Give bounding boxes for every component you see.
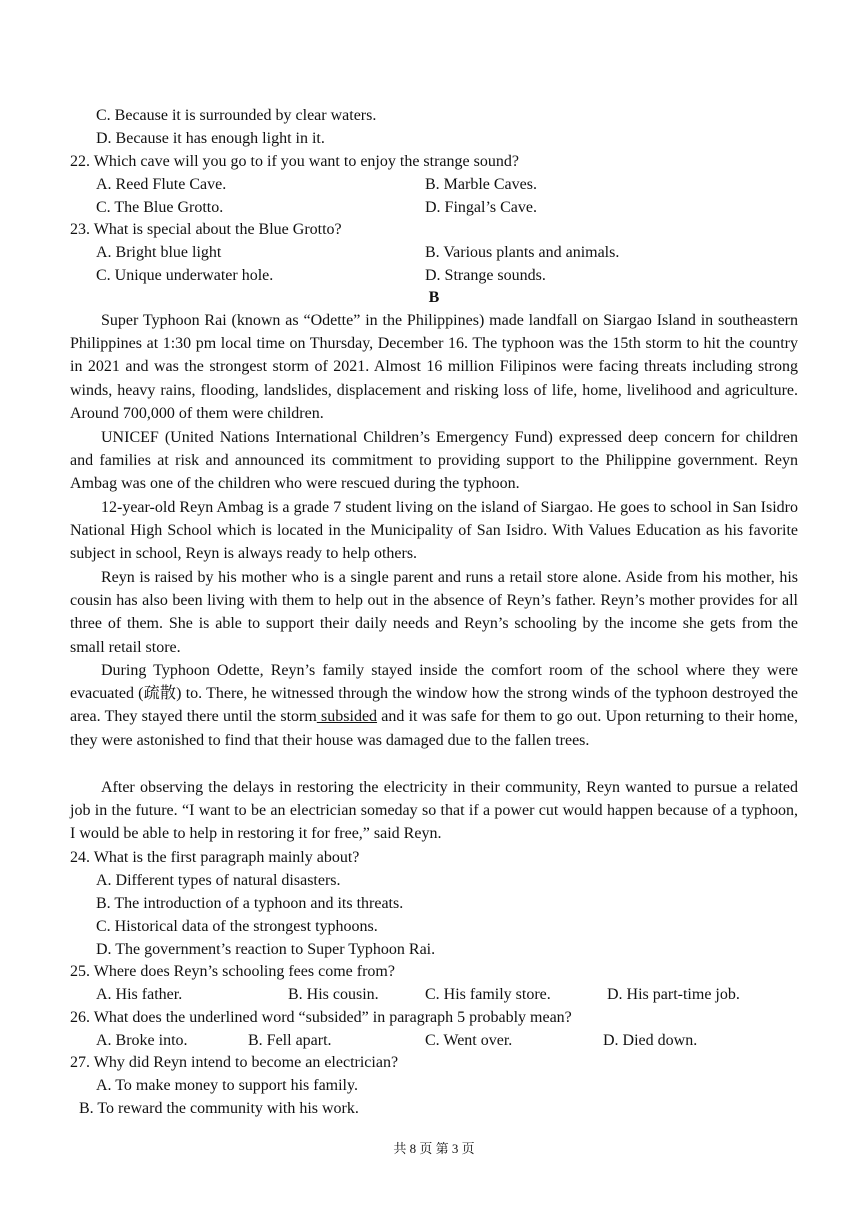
q22-option-a: A. Reed Flute Cave. [96, 176, 227, 193]
q25-stem: 25. Where does Reyn’s schooling fees come from? [70, 963, 395, 980]
q22-stem: 22. Which cave will you go to if you want to enjoy the strange sound? [70, 153, 519, 170]
q21-option-c: C. Because it is surrounded by clear waters. [96, 107, 377, 124]
q27-option-a: A. To make money to support his family. [96, 1077, 358, 1094]
q23-option-c: C. Unique underwater hole. [96, 267, 274, 284]
passage-paragraph-3: 12-year-old Reyn Ambag is a grade 7 student living on the island of Siargao. He goes to school in San Isidro National High School which is located in the Municipality of San Isidro. With Values Education as his favorite subject in school, Reyn is always ready to help others. [70, 499, 798, 563]
q25-option-a: A. His father. [96, 986, 183, 1003]
q26-stem: 26. What does the underlined word “subsided” in paragraph 5 probably mean? [70, 1009, 572, 1026]
q22-option-b: B. Marble Caves. [425, 176, 537, 193]
q26-option-d: D. Died down. [603, 1032, 698, 1049]
q26-option-c: C. Went over. [425, 1032, 513, 1049]
passage-paragraph-2: UNICEF (United Nations International Children’s Emergency Fund) expressed deep concern for children and families at risk and announced its commitment to providing support to the Philippine government. Reyn Ambag was one of the children who were rescued during the typhoon. [70, 429, 798, 493]
q24-option-b: B. The introduction of a typhoon and its threats. [96, 895, 404, 912]
q27-stem: 27. Why did Reyn intend to become an electrician? [70, 1054, 399, 1071]
q25-option-d: D. His part-time job. [607, 986, 740, 1003]
q23-option-b: B. Various plants and animals. [425, 244, 620, 261]
q26-option-b: B. Fell apart. [248, 1032, 332, 1049]
underlined-word-subsided: subsided [316, 708, 378, 726]
q23-stem: 23. What is special about the Blue Grotto? [70, 221, 342, 238]
q25-option-b: B. His cousin. [288, 986, 379, 1003]
passage-paragraph-4: Reyn is raised by his mother who is a single parent and runs a retail store alone. Aside from his mother, his cousin has also been living with them to help out in the absence of Reyn’s father. Reyn’s mother provides for all three of them. She is able to support their daily needs and Reyn’s schooling by the income she gets from the small retail store. [70, 569, 798, 656]
q22-option-c: C. The Blue Grotto. [96, 199, 224, 216]
page-footer: 共 8 页 第 3 页 [393, 1141, 475, 1156]
q21-option-d: D. Because it has enough light in it. [96, 130, 325, 147]
q23-option-a: A. Bright blue light [96, 244, 222, 261]
q24-stem: 24. What is the first paragraph mainly about? [70, 849, 360, 866]
q26-option-a: A. Broke into. [96, 1032, 188, 1049]
q22-option-d: D. Fingal’s Cave. [425, 199, 537, 216]
paragraph-5-text-before: During Typhoon Odette, Reyn’s family stayed inside the comfort room of the school where they were evacuated (疏散) to. There, he witnessed through the window how the strong winds of the typhoon destroyed the area. They stayed there until the storm [70, 662, 798, 726]
passage-paragraph-1: Super Typhoon Rai (known as “Odette” in the Philippines) made landfall on Siargao Island in southeastern Philippines at 1:30 pm local time on Thursday, December 16. The typhoon was the 15th storm to hit the country in 2021 and was the strongest storm of 2021. Almost 16 million Filipinos were facing threats including strong winds, heavy rains, flooding, landslides, displacement and risking loss of life, home, livelihood and agriculture. Around 700,000 of them were children. [70, 312, 798, 422]
q25-option-c: C. His family store. [425, 986, 551, 1003]
passage-paragraph-5 [70, 659, 798, 752]
paragraph-5-text-after: and it was safe for them to go out. Upon returning to their home, they were astonished to find that their house was damaged due to the fallen trees. [70, 708, 799, 749]
q23-option-d: D. Strange sounds. [425, 267, 546, 284]
q24-option-d: D. The government’s reaction to Super Typhoon Rai. [96, 941, 436, 958]
section-b-heading: B [428, 289, 440, 306]
q24-option-a: A. Different types of natural disasters. [96, 872, 341, 889]
q27-option-b: B. To reward the community with his work. [79, 1100, 359, 1117]
q24-option-c: C. Historical data of the strongest typhoons. [96, 918, 378, 935]
passage-paragraph-6: After observing the delays in restoring the electricity in their community, Reyn wanted to pursue a related job in the future. “I want to be an electrician someday so that if a power cut would happen because of a typhoon, I would be able to help in restoring it for free,” said Reyn. [70, 779, 798, 843]
